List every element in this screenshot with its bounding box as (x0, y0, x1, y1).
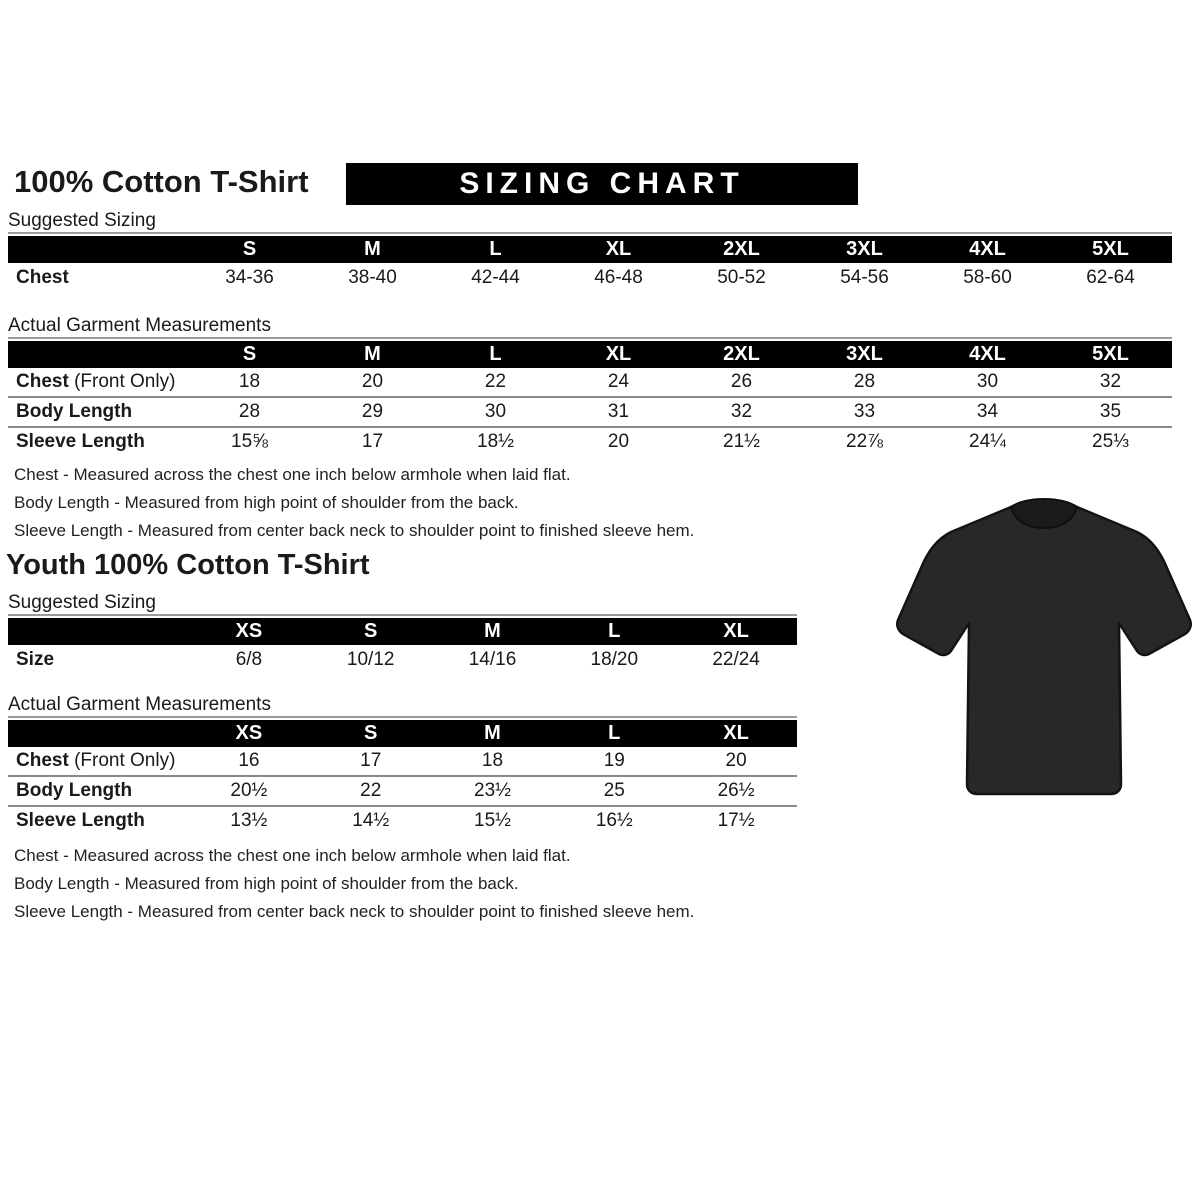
table-cell: 34-36 (225, 267, 274, 288)
adult-section-title: 100% Cotton T-Shirt (14, 164, 309, 199)
measurement-row-body-length (8, 777, 797, 805)
size-column-header: 3XL (846, 343, 883, 365)
size-column-header: XS (235, 722, 263, 744)
row-label-main: Chest (16, 750, 69, 771)
row-label: Sleeve Length (16, 431, 145, 452)
sizing-chart-banner (346, 163, 858, 205)
table-top-rule (8, 232, 1172, 234)
note-line: Chest - Measured across the chest one inch below armhole when laid flat. (14, 846, 571, 865)
row-label (8, 750, 188, 772)
table-cell: 32 (730, 401, 753, 422)
size-column-header: L (489, 343, 502, 365)
size-column-header: XS (235, 620, 263, 642)
row-label (8, 371, 188, 393)
table-cell: 19 (603, 750, 625, 771)
table-cell: 20 (607, 431, 630, 452)
table-cell: 62-64 (1086, 267, 1135, 288)
youth-actual-measurements-table (8, 716, 797, 835)
table-cell: 17 (360, 750, 382, 771)
measurement-row-sleeve-length (8, 807, 797, 835)
table-cell: 13½ (230, 810, 268, 831)
table-cell: 22 (360, 780, 382, 801)
table-cell: 17½ (717, 810, 755, 831)
table-cell: 28 (238, 401, 261, 422)
adult-suggested-sizing-table (8, 232, 1172, 293)
table-cell: 35 (1099, 401, 1122, 422)
youth-suggested-sizing-table (8, 614, 797, 675)
row-label: Sleeve Length (16, 810, 145, 831)
table-top-rule (8, 337, 1172, 339)
table-cell: 29 (361, 401, 384, 422)
table-cell: 18½ (477, 431, 514, 452)
table-cell: 30 (484, 401, 507, 422)
table-cell: 38-40 (348, 267, 397, 288)
table-cell: 24¼ (969, 431, 1006, 452)
table-cell: 50-52 (717, 267, 766, 288)
row-label: Size (16, 649, 55, 670)
note-line: Sleeve Length - Measured from center back neck to shoulder point to finished sleeve hem. (14, 902, 695, 921)
table-cell: 26 (730, 371, 753, 392)
size-column-header: M (364, 343, 381, 365)
chest-range-row (8, 263, 1172, 293)
table-cell: 14½ (352, 810, 390, 831)
size-column-header: S (242, 238, 257, 260)
table-cell: 16 (238, 750, 260, 771)
table-cell: 28 (853, 371, 876, 392)
row-label-suffix: (Front Only) (68, 750, 176, 771)
table-cell: 18 (238, 371, 261, 392)
size-column-header: S (364, 620, 378, 642)
size-column-header: 4XL (969, 238, 1006, 260)
size-column-header: M (364, 238, 381, 260)
table-cell: 16½ (595, 810, 633, 831)
note-line: Body Length - Measured from high point of shoulder from the back. (14, 493, 519, 512)
row-label: Body Length (16, 401, 133, 422)
size-column-header: M (484, 722, 501, 744)
table-cell: 15½ (474, 810, 511, 831)
youth-notes (14, 842, 694, 926)
size-column-header: L (489, 238, 502, 260)
size-column-header: L (608, 620, 621, 642)
adult-actual-measurements-label: Actual Garment Measurements (8, 315, 271, 336)
table-cell: 6/8 (235, 649, 263, 670)
row-label-suffix: (Front Only) (68, 371, 176, 392)
table-cell: 54-56 (840, 267, 889, 288)
size-column-header: S (242, 343, 257, 365)
size-header-row (8, 236, 1172, 263)
youth-suggested-sizing-label: Suggested Sizing (8, 592, 156, 613)
youth-section-title: Youth 100% Cotton T-Shirt (6, 549, 370, 581)
table-cell: 25⅓ (1092, 431, 1129, 452)
table-cell: 31 (607, 401, 630, 422)
size-column-header: 5XL (1092, 238, 1129, 260)
tshirt-image (893, 492, 1195, 807)
size-column-header: XL (605, 238, 632, 260)
youth-size-row (8, 645, 797, 675)
size-header-row (8, 618, 797, 645)
note-line: Chest - Measured across the chest one inch below armhole when laid flat. (14, 465, 571, 484)
measurement-row-chest (8, 368, 1172, 396)
measurement-row-body-length (8, 398, 1172, 426)
adult-suggested-sizing-label: Suggested Sizing (8, 210, 156, 231)
table-cell: 14/16 (468, 649, 517, 670)
note-line: Sleeve Length - Measured from center back neck to shoulder point to finished sleeve hem. (14, 521, 695, 540)
size-column-header: XL (723, 722, 749, 744)
table-cell: 23½ (474, 780, 511, 801)
table-cell: 20 (725, 750, 747, 771)
table-cell: 15⅝ (231, 431, 268, 452)
table-cell: 46-48 (594, 267, 643, 288)
table-cell: 26½ (717, 780, 755, 801)
table-cell: 10/12 (346, 649, 395, 670)
measurement-row-chest (8, 747, 797, 775)
adult-actual-measurements-table (8, 337, 1172, 456)
table-top-rule (8, 614, 797, 616)
size-column-header: 5XL (1092, 343, 1129, 365)
table-cell: 42-44 (471, 267, 520, 288)
table-cell: 58-60 (963, 267, 1012, 288)
table-cell: 18/20 (590, 649, 639, 670)
table-cell: 33 (853, 401, 876, 422)
note-line: Body Length - Measured from high point of shoulder from the back. (14, 874, 519, 893)
size-column-header: L (608, 722, 621, 744)
tshirt-body-shape (897, 500, 1191, 794)
table-cell: 24 (607, 371, 630, 392)
table-cell: 21½ (723, 431, 760, 452)
table-cell: 17 (361, 431, 384, 452)
size-column-header: 4XL (969, 343, 1006, 365)
size-header-row (8, 341, 1172, 368)
table-cell: 30 (976, 371, 999, 392)
size-column-header: S (364, 722, 378, 744)
row-label-main: Chest (16, 371, 69, 392)
table-cell: 22⅞ (846, 431, 883, 452)
measurement-row-sleeve-length (8, 428, 1172, 456)
table-cell: 22 (484, 371, 507, 392)
size-header-row (8, 720, 797, 747)
size-column-header: 2XL (723, 238, 760, 260)
youth-actual-measurements-label: Actual Garment Measurements (8, 694, 271, 715)
table-cell: 20½ (230, 780, 268, 801)
size-column-header: XL (723, 620, 749, 642)
table-cell: 25 (603, 780, 625, 801)
table-cell: 32 (1099, 371, 1122, 392)
size-column-header: M (484, 620, 501, 642)
adult-notes (14, 461, 694, 545)
row-label: Chest (16, 267, 69, 288)
sizing-chart-banner-label: SIZING CHART (459, 167, 745, 200)
table-top-rule (8, 716, 797, 718)
table-cell: 34 (976, 401, 999, 422)
table-cell: 20 (361, 371, 384, 392)
row-label: Body Length (16, 780, 133, 801)
size-column-header: 2XL (723, 343, 760, 365)
size-column-header: XL (605, 343, 632, 365)
table-cell: 18 (481, 750, 504, 771)
table-cell: 22/24 (712, 649, 760, 670)
size-column-header: 3XL (846, 238, 883, 260)
